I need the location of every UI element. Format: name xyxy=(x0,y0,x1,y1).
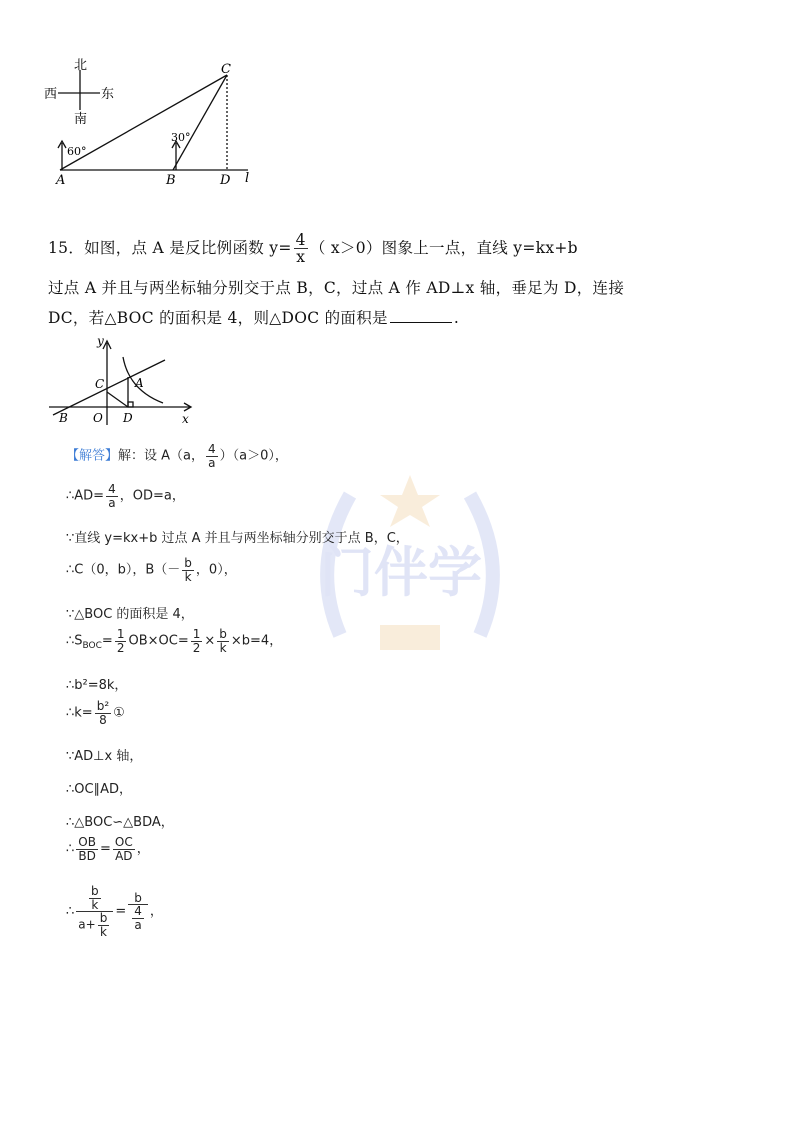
question-line-1: 15．如图，点 A 是反比例函数 y= $\frac{4}{x}$ （ x＞0）图象上一点，直线 y=kx+b xyxy=(48,231,578,267)
solution-line-13: ∴ $\frac{b}{k}$ a+ $\frac{b}{k}$ = $\frac{b}{\frac{4}{a}}$ ， xyxy=(66,884,163,939)
solution-line-4: ∴C（0，b），B（－ $\frac{b}{k}$ ，0）， xyxy=(66,556,237,584)
direction-east: 东 xyxy=(101,87,115,102)
solution-line-9: ∵AD⊥x 轴， xyxy=(66,749,143,764)
point-B: B xyxy=(59,411,68,425)
solution-line-1: 【解答】解：设 A（a， $\frac{4}{a}$ ）（a＞0）， xyxy=(66,442,288,470)
figure-hyperbola-axes xyxy=(45,335,205,430)
angle-A: 60° xyxy=(67,145,87,158)
compound-fraction: $\frac{b}{k}$ a+ $\frac{b}{k}$ xyxy=(76,885,113,938)
label-D: D xyxy=(220,173,231,188)
point-O: O xyxy=(93,411,103,425)
point-C: C xyxy=(95,377,105,391)
angle-B: 30° xyxy=(171,131,191,144)
solution-line-2: ∴AD= $\frac{4}{a}$ ，OD=a， xyxy=(66,482,185,510)
solution-line-3: ∵直线 y=kx+b 过点 A 并且与两坐标轴分别交于点 B，C， xyxy=(66,531,409,546)
label-A: A xyxy=(56,173,66,188)
direction-west: 西 xyxy=(44,87,58,102)
point-A: A xyxy=(135,376,144,390)
label-l: l xyxy=(245,171,250,186)
solution-line-11: ∴△BOC∽△BDA， xyxy=(66,815,174,830)
answer-blank[interactable] xyxy=(390,322,452,323)
axis-x-label: x xyxy=(182,412,189,426)
solution-line-7: ∴b²=8k， xyxy=(66,678,128,693)
solution-line-10: ∴OC∥AD， xyxy=(66,782,132,797)
label-C: C xyxy=(221,62,231,77)
question-line-3: DC，若△BOC 的面积是 4，则△DOC 的面积是 . xyxy=(48,309,460,327)
solution-tag: 【解答】 xyxy=(66,448,119,464)
watermark-text: 门伴学 xyxy=(320,541,482,604)
question-line-2: 过点 A 并且与两坐标轴分别交于点 B，C，过点 A 作 AD⊥x 轴，垂足为 D，连接 xyxy=(48,279,625,297)
axis-y-label: y xyxy=(97,335,104,348)
point-D: D xyxy=(123,411,133,425)
question-number: 15． xyxy=(48,238,85,257)
direction-north: 北 xyxy=(74,58,88,73)
watermark xyxy=(300,455,520,675)
solution-line-5: ∵△BOC 的面积是 4， xyxy=(66,607,194,622)
label-B: B xyxy=(166,173,176,188)
solution-line-6: $\therefore S_{BOC}=$ $\frac{1}{2}$ OB×OC= $\frac{1}{2}$ × $\frac{b}{k}$ ×b=4， xyxy=(66,627,283,655)
direction-south: 南 xyxy=(74,112,88,127)
figure-direction-triangle xyxy=(40,55,270,190)
solution-line-12: ∴ $\frac{OB}{BD}$ = $\frac{OC}{AD}$ ， xyxy=(66,835,150,863)
solution-line-8: ∴k= $\frac{\text{b²}}{8}$ ① xyxy=(66,699,125,727)
fraction-4-over-x: $\frac{4}{x}$ xyxy=(295,231,306,267)
